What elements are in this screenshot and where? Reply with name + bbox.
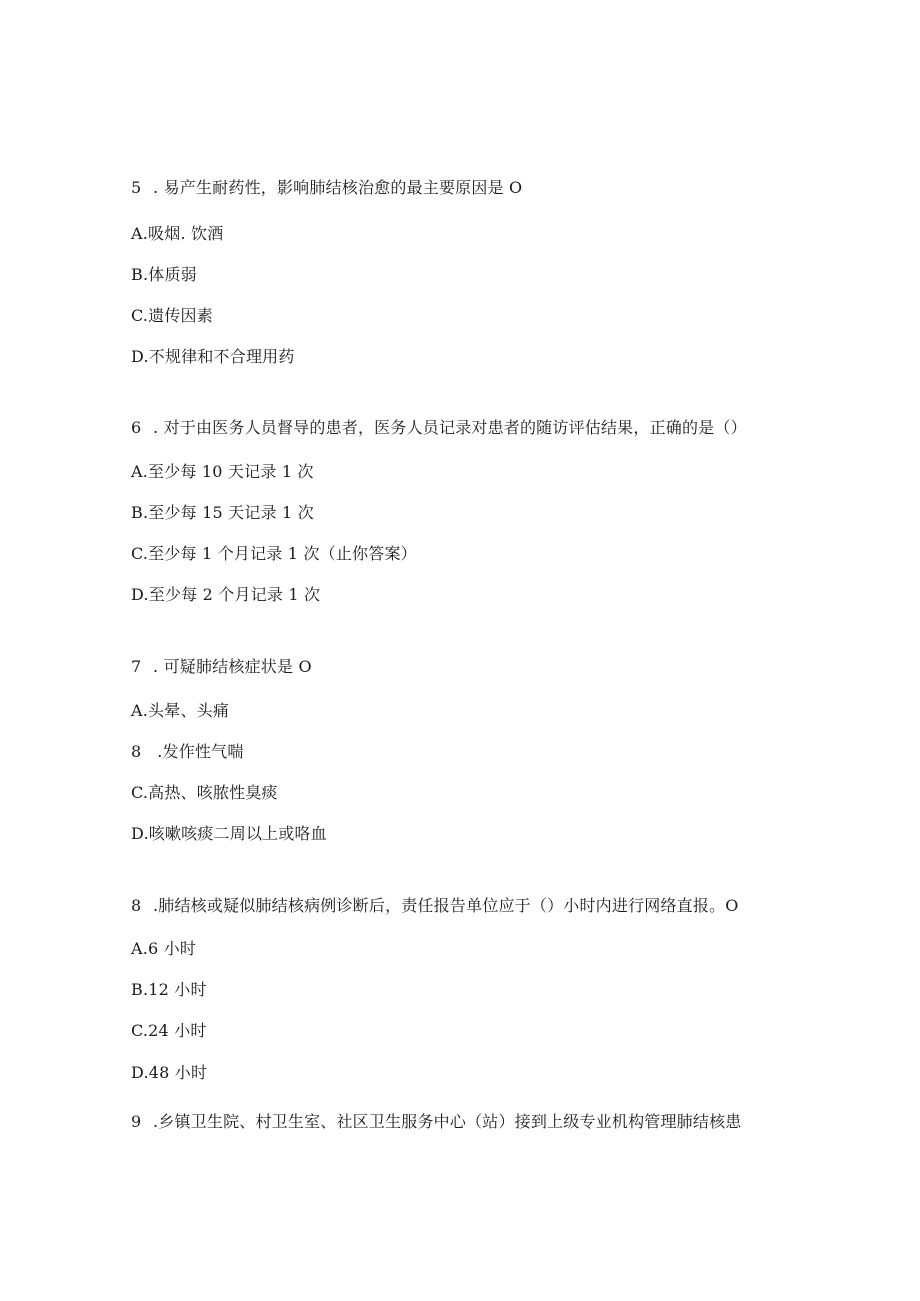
question-7-stem <box>131 657 312 677</box>
question-number: 5 <box>131 178 142 197</box>
question-7-option-a: A.头晕、头痛 <box>131 701 230 720</box>
question-8-stem <box>131 896 739 916</box>
question-8-option-a: A.6 小时 <box>131 939 197 958</box>
question-text: . 易产生耐药性，影响肺结核治愈的最主要原因是 O <box>153 178 523 197</box>
question-8-option-d: D.48 小时 <box>131 1063 208 1082</box>
question-9-stem <box>131 1112 742 1132</box>
question-text: .乡镇卫生院、村卫生室、社区卫生服务中心（站）接到上级专业机构管理肺结核患 <box>153 1112 742 1131</box>
question-text: .肺结核或疑似肺结核病例诊断后，责任报告单位应于（）小时内进行网络直报。O <box>153 896 739 915</box>
question-7-option-b: 8 .发作性气喘 <box>131 742 244 761</box>
question-5-option-d: D.不规律和不合理用药 <box>131 347 295 366</box>
question-text: . 可疑肺结核症状是 O <box>153 657 312 676</box>
question-number: 8 <box>131 896 142 915</box>
question-number: 6 <box>131 418 142 437</box>
question-6-stem <box>131 418 747 438</box>
question-5-option-a: A.吸烟. 饮酒 <box>131 224 224 243</box>
question-5-option-c: C.遗传因素 <box>131 306 213 325</box>
question-6-option-d: D.至少每 2 个月记录 1 次 <box>131 585 321 604</box>
question-6-option-a: A.至少每 10 天记录 1 次 <box>131 462 314 481</box>
question-number: 7 <box>131 657 142 676</box>
question-7-option-d: D.咳嗽咳痰二周以上或咯血 <box>131 824 327 843</box>
question-8-option-b: B.12 小时 <box>131 980 207 999</box>
question-5-stem <box>131 178 522 198</box>
question-8-option-c: C.24 小时 <box>131 1021 207 1040</box>
question-6-option-c: C.至少每 1 个月记录 1 次（止你答案） <box>131 544 417 563</box>
question-7-option-c: C.高热、咳脓性臭痰 <box>131 783 278 802</box>
question-5-option-b: B.体质弱 <box>131 265 197 284</box>
question-text: . 对于由医务人员督导的患者，医务人员记录对患者的随访评估结果，正确的是（） <box>153 418 747 437</box>
question-number: 9 <box>131 1112 142 1131</box>
question-6-option-b: B.至少每 15 天记录 1 次 <box>131 503 314 522</box>
